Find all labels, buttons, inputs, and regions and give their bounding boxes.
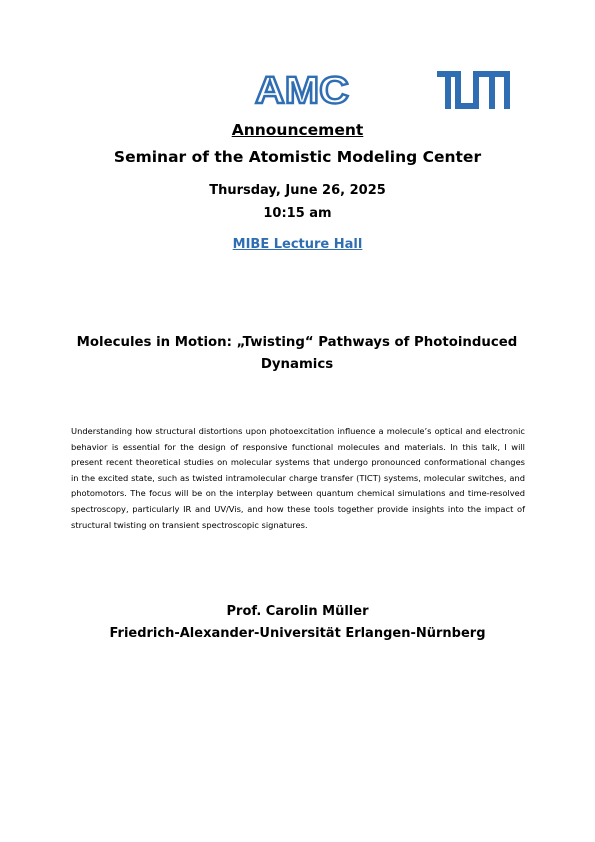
speaker-affiliation: Friedrich-Alexander-Universität Erlangen-Nürnberg: [109, 626, 486, 641]
event-date: Thursday, June 26, 2025: [209, 183, 386, 198]
abstract-text: Understanding how structural distortions upon photoexcitation influence a molecule’s optical and electronic behavior is essential for the design of responsive functional molecules and materials. In this talk, I will present recent theoretical studies on molecular systems that undergo pronounced conformational changes in the excited state, such as twisted intramolecular charge transfer (TICT) systems, molecular switches, and photomotors. The focus will be on the interplay between quantum chemical simulations and time-resolved spectroscopy, particularly IR and UV/Vis, and how these tools together provide insights into the impact of structural twisting on transient spectroscopic signatures.: [71, 426, 525, 530]
event-time: 10:15 am: [263, 206, 332, 221]
amc-logo: [254, 71, 350, 107]
svg-text:AMC: AMC: [255, 71, 349, 107]
tum-logo: [437, 71, 510, 109]
venue-link[interactable]: MIBE Lecture Hall: [232, 237, 363, 252]
speaker-name: Prof. Carolin Müller: [226, 604, 369, 619]
seminar-title: Seminar of the Atomistic Modeling Center: [113, 148, 482, 166]
talk-title: Molecules in Motion: „Twisting“ Pathways of Photoinduced Dynamics: [76, 335, 518, 372]
announcement-heading: Announcement: [231, 121, 364, 139]
